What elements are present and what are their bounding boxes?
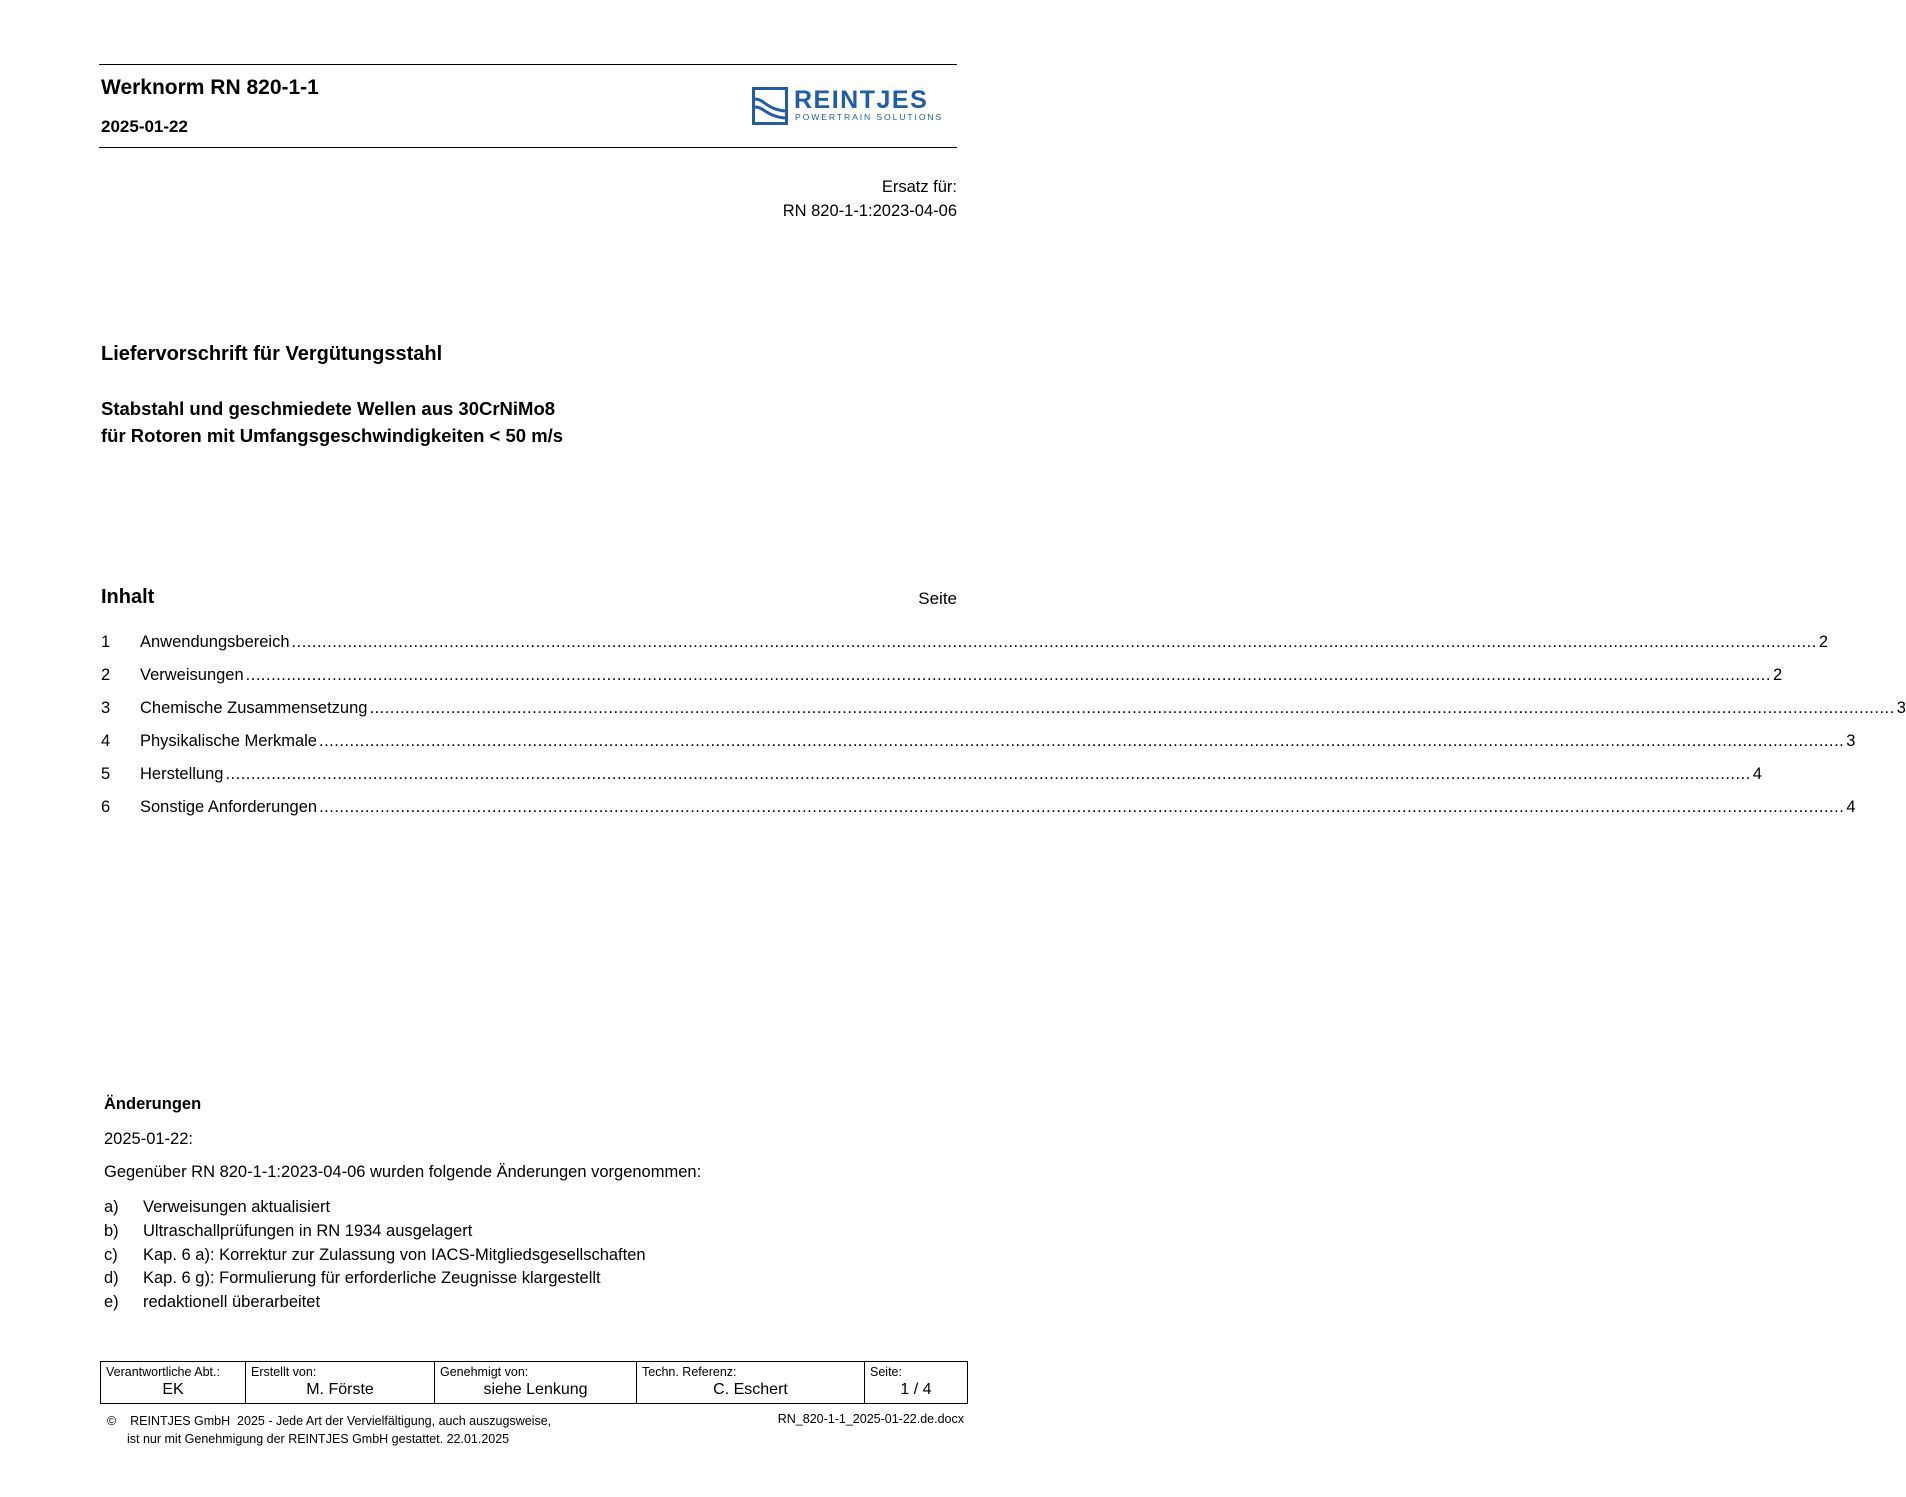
footer-cell-value: C. Eschert	[713, 1381, 788, 1398]
main-title: Liefervorschrift für Vergütungsstahl	[101, 343, 443, 365]
toc-entry-4[interactable]	[101, 732, 1856, 765]
toc-leader-dots: ............................................................................................................................................................................................................................................................................................................	[225, 765, 1751, 783]
list-item-text: redaktionell überarbeitet	[143, 1293, 321, 1312]
toc-entry-label: Verweisungen	[140, 666, 244, 684]
list-item	[104, 1246, 646, 1270]
toc-entry-page: 3	[1846, 732, 1856, 750]
footer-cell-label: Seite:	[870, 1365, 902, 1379]
table-row	[101, 1362, 968, 1404]
list-item-text: Ultraschallprüfungen in RN 1934 ausgelagert	[143, 1221, 473, 1240]
toc-leader-dots: ............................................................................................................................................................................................................................................................................................................	[291, 633, 1817, 651]
footer-cell-label: Verantwortliche Abt.:	[106, 1365, 220, 1379]
header-bottom-rule	[99, 147, 957, 148]
toc-entry-label: Anwendungsbereich	[140, 633, 290, 651]
copyright-notice	[107, 1412, 551, 1448]
toc-entry-number: 3	[101, 699, 111, 717]
toc-entry-number: 2	[101, 666, 111, 684]
toc-entry-page: 4	[1846, 798, 1856, 816]
copyright-line: © REINTJES GmbH 2025 - Jede Art der Vervielfältigung, auch auszugsweise,	[107, 1414, 552, 1428]
reintjes-logo	[752, 86, 962, 126]
changes-date: 2025-01-22:	[104, 1130, 193, 1148]
footer-cell-label: Erstellt von:	[251, 1365, 317, 1379]
list-item-text: Kap. 6 g): Formulierung für erforderliche Zeugnisse klargestellt	[143, 1269, 601, 1288]
replacement-value: RN 820-1-1:2023-04-06	[782, 202, 957, 220]
toc-entry-number: 1	[101, 633, 111, 651]
reintjes-logo-icon	[752, 87, 788, 125]
subtitle	[101, 395, 563, 449]
list-item-letter: e)	[104, 1293, 119, 1312]
toc-entry-page: 4	[1752, 765, 1762, 783]
toc-entry-label: Chemische Zusammensetzung	[140, 699, 368, 717]
toc-entry-5[interactable]	[101, 765, 1762, 798]
list-item	[104, 1222, 646, 1246]
toc-page-header: Seite	[918, 589, 957, 608]
copyright-line: ist nur mit Genehmigung der REINTJES GmbH gestattet. 22.01.2025	[127, 1432, 510, 1446]
footer-cell-label: Techn. Referenz:	[642, 1365, 737, 1379]
document-filename: RN_820-1-1_2025-01-22.de.docx	[777, 1412, 964, 1426]
list-item-text: Kap. 6 a): Korrektur zur Zulassung von IACS-Mitgliedsgesellschaften	[143, 1245, 646, 1264]
toc-leader-dots: ............................................................................................................................................................................................................................................................................................................	[319, 798, 1845, 816]
toc-leader-dots: ............................................................................................................................................................................................................................................................................................................	[318, 732, 1845, 750]
list-item-letter: a)	[104, 1198, 119, 1216]
footer-cell-label: Genehmigt von:	[440, 1365, 529, 1379]
logo-tagline: POWERTRAIN SOLUTIONS	[795, 112, 944, 122]
list-item-letter: b)	[104, 1221, 119, 1240]
footer-cell-created-by	[246, 1362, 435, 1404]
replacement-notice	[783, 175, 957, 223]
toc-leader-dots: ............................................................................................................................................................................................................................................................................................................	[245, 666, 1771, 684]
list-item	[104, 1293, 646, 1317]
changes-intro: Gegenüber RN 820-1-1:2023-04-06 wurden folgende Änderungen vorgenommen:	[104, 1163, 702, 1181]
document-title: Werknorm RN 820-1-1	[101, 76, 319, 99]
list-item-letter: c)	[104, 1245, 118, 1264]
toc-entry-3[interactable]	[101, 699, 1906, 732]
logo-wordmark: REINTJES	[794, 86, 929, 114]
footer-cell-page	[865, 1362, 968, 1404]
list-item-text: Verweisungen aktualisiert	[143, 1198, 331, 1216]
toc-entry-label: Physikalische Merkmale	[140, 732, 317, 750]
toc-entry-page: 3	[1896, 699, 1906, 717]
document-date: 2025-01-22	[101, 117, 188, 136]
footer-cell-value: M. Förste	[306, 1381, 374, 1398]
table-of-contents	[101, 633, 1906, 831]
toc-entry-number: 5	[101, 765, 111, 783]
toc-entry-page: 2	[1818, 633, 1828, 651]
footer-cell-department	[101, 1362, 246, 1404]
footer-info-table	[100, 1361, 968, 1404]
toc-leader-dots: ............................................................................................................................................................................................................................................................................................................	[369, 699, 1895, 717]
subtitle-line: für Rotoren mit Umfangsgeschwindigkeiten < 50 m/s	[101, 425, 564, 446]
changes-title: Änderungen	[104, 1095, 202, 1113]
toc-entry-label: Sonstige Anforderungen	[140, 798, 318, 816]
toc-entry-page: 2	[1772, 666, 1783, 684]
header-top-rule	[99, 64, 957, 65]
toc-entry-label: Herstellung	[140, 765, 224, 783]
list-item	[104, 1198, 646, 1222]
footer-cell-value: 1 / 4	[900, 1381, 932, 1398]
footer-cell-value: EK	[162, 1381, 184, 1398]
subtitle-line: Stabstahl und geschmiedete Wellen aus 30CrNiMo8	[101, 398, 556, 419]
toc-entry-number: 4	[101, 732, 111, 750]
list-item	[104, 1269, 646, 1293]
toc-entry-number: 6	[101, 798, 111, 816]
footer-cell-tech-reference	[637, 1362, 865, 1404]
replacement-label: Ersatz für:	[881, 178, 957, 196]
toc-entry-2[interactable]	[101, 666, 1783, 699]
toc-entry-1[interactable]	[101, 633, 1828, 666]
toc-entry-6[interactable]	[101, 798, 1856, 831]
footer-cell-approved-by	[435, 1362, 637, 1404]
footer-cell-value: siehe Lenkung	[483, 1381, 588, 1398]
toc-title: Inhalt	[101, 586, 155, 608]
list-item-letter: d)	[104, 1269, 119, 1288]
changes-list	[104, 1198, 646, 1317]
